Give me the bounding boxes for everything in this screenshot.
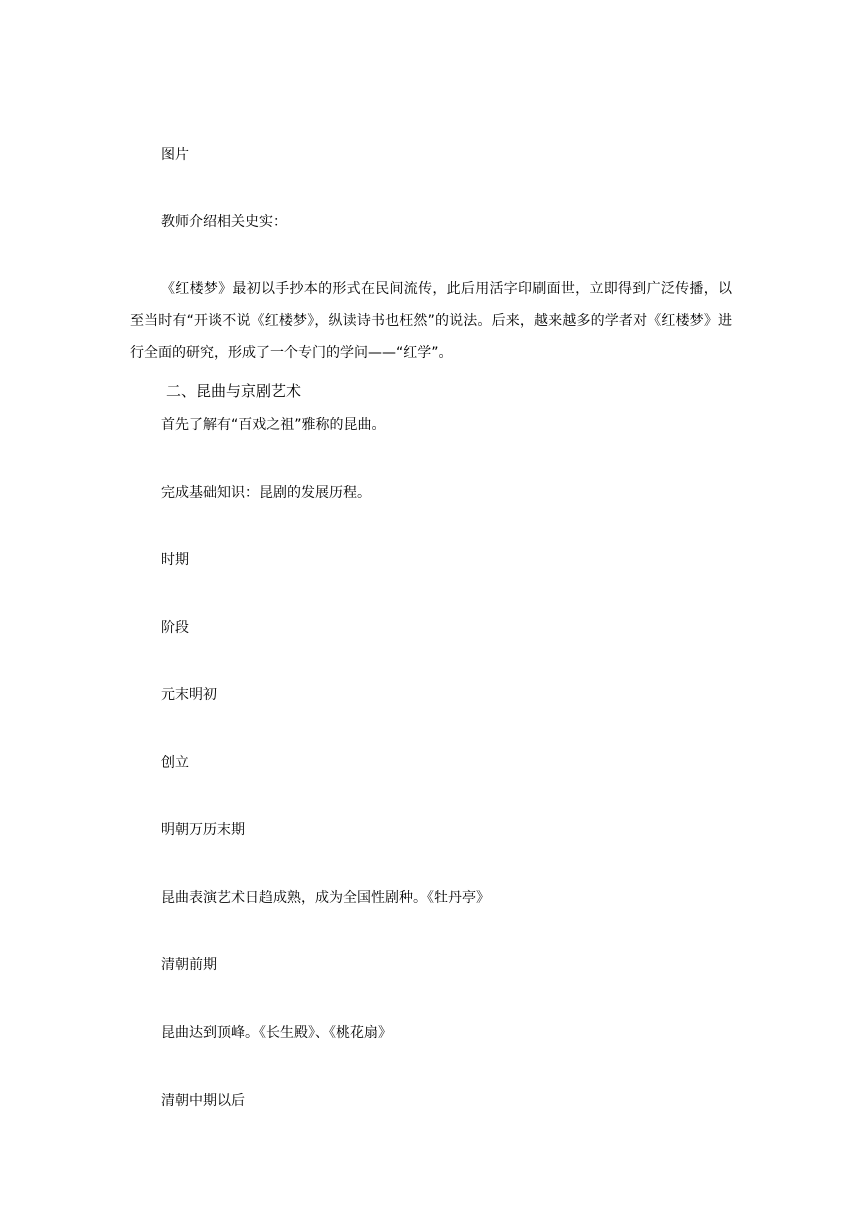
- table-cell-stage-header: 阶段: [161, 620, 189, 636]
- table-cell-period-2: 明朝万历末期: [161, 822, 245, 838]
- teacher-intro-text: 教师介绍相关史实：: [161, 214, 287, 230]
- table-cell-stage-2: 昆曲表演艺术日趋成熟，成为全国性剧种。《牡丹亭》: [161, 890, 490, 906]
- section-heading-kunqu-jingju: 二、昆曲与京剧艺术: [166, 382, 302, 400]
- image-placeholder-text: 图片: [161, 147, 189, 163]
- hongloumeng-paragraph: 《红楼梦》最初以手抄本的形式在民间流传，此后用活字印刷面世，立即得到广泛传播，以至当时有“开谈不说《红楼梦》，纵读诗书也枉然”的说法。后来，越来越多的学者对《红楼梦》进行全面的研究，形成了一个专门的学问——“红学”。: [130, 281, 732, 361]
- table-cell-period-1: 元末明初: [161, 687, 217, 703]
- kunqu-intro-text: 首先了解有“百戏之祖”雅称的昆曲。: [161, 417, 386, 433]
- table-cell-period-4: 清朝中期以后: [161, 1093, 245, 1109]
- table-cell-period-header: 时期: [161, 552, 189, 568]
- table-cell-period-3: 清朝前期: [161, 957, 217, 973]
- basic-knowledge-text: 完成基础知识：昆剧的发展历程。: [161, 485, 371, 501]
- table-cell-stage-3: 昆曲达到顶峰。《长生殿》、《桃花扇》: [161, 1025, 392, 1041]
- table-cell-stage-1: 创立: [161, 755, 189, 771]
